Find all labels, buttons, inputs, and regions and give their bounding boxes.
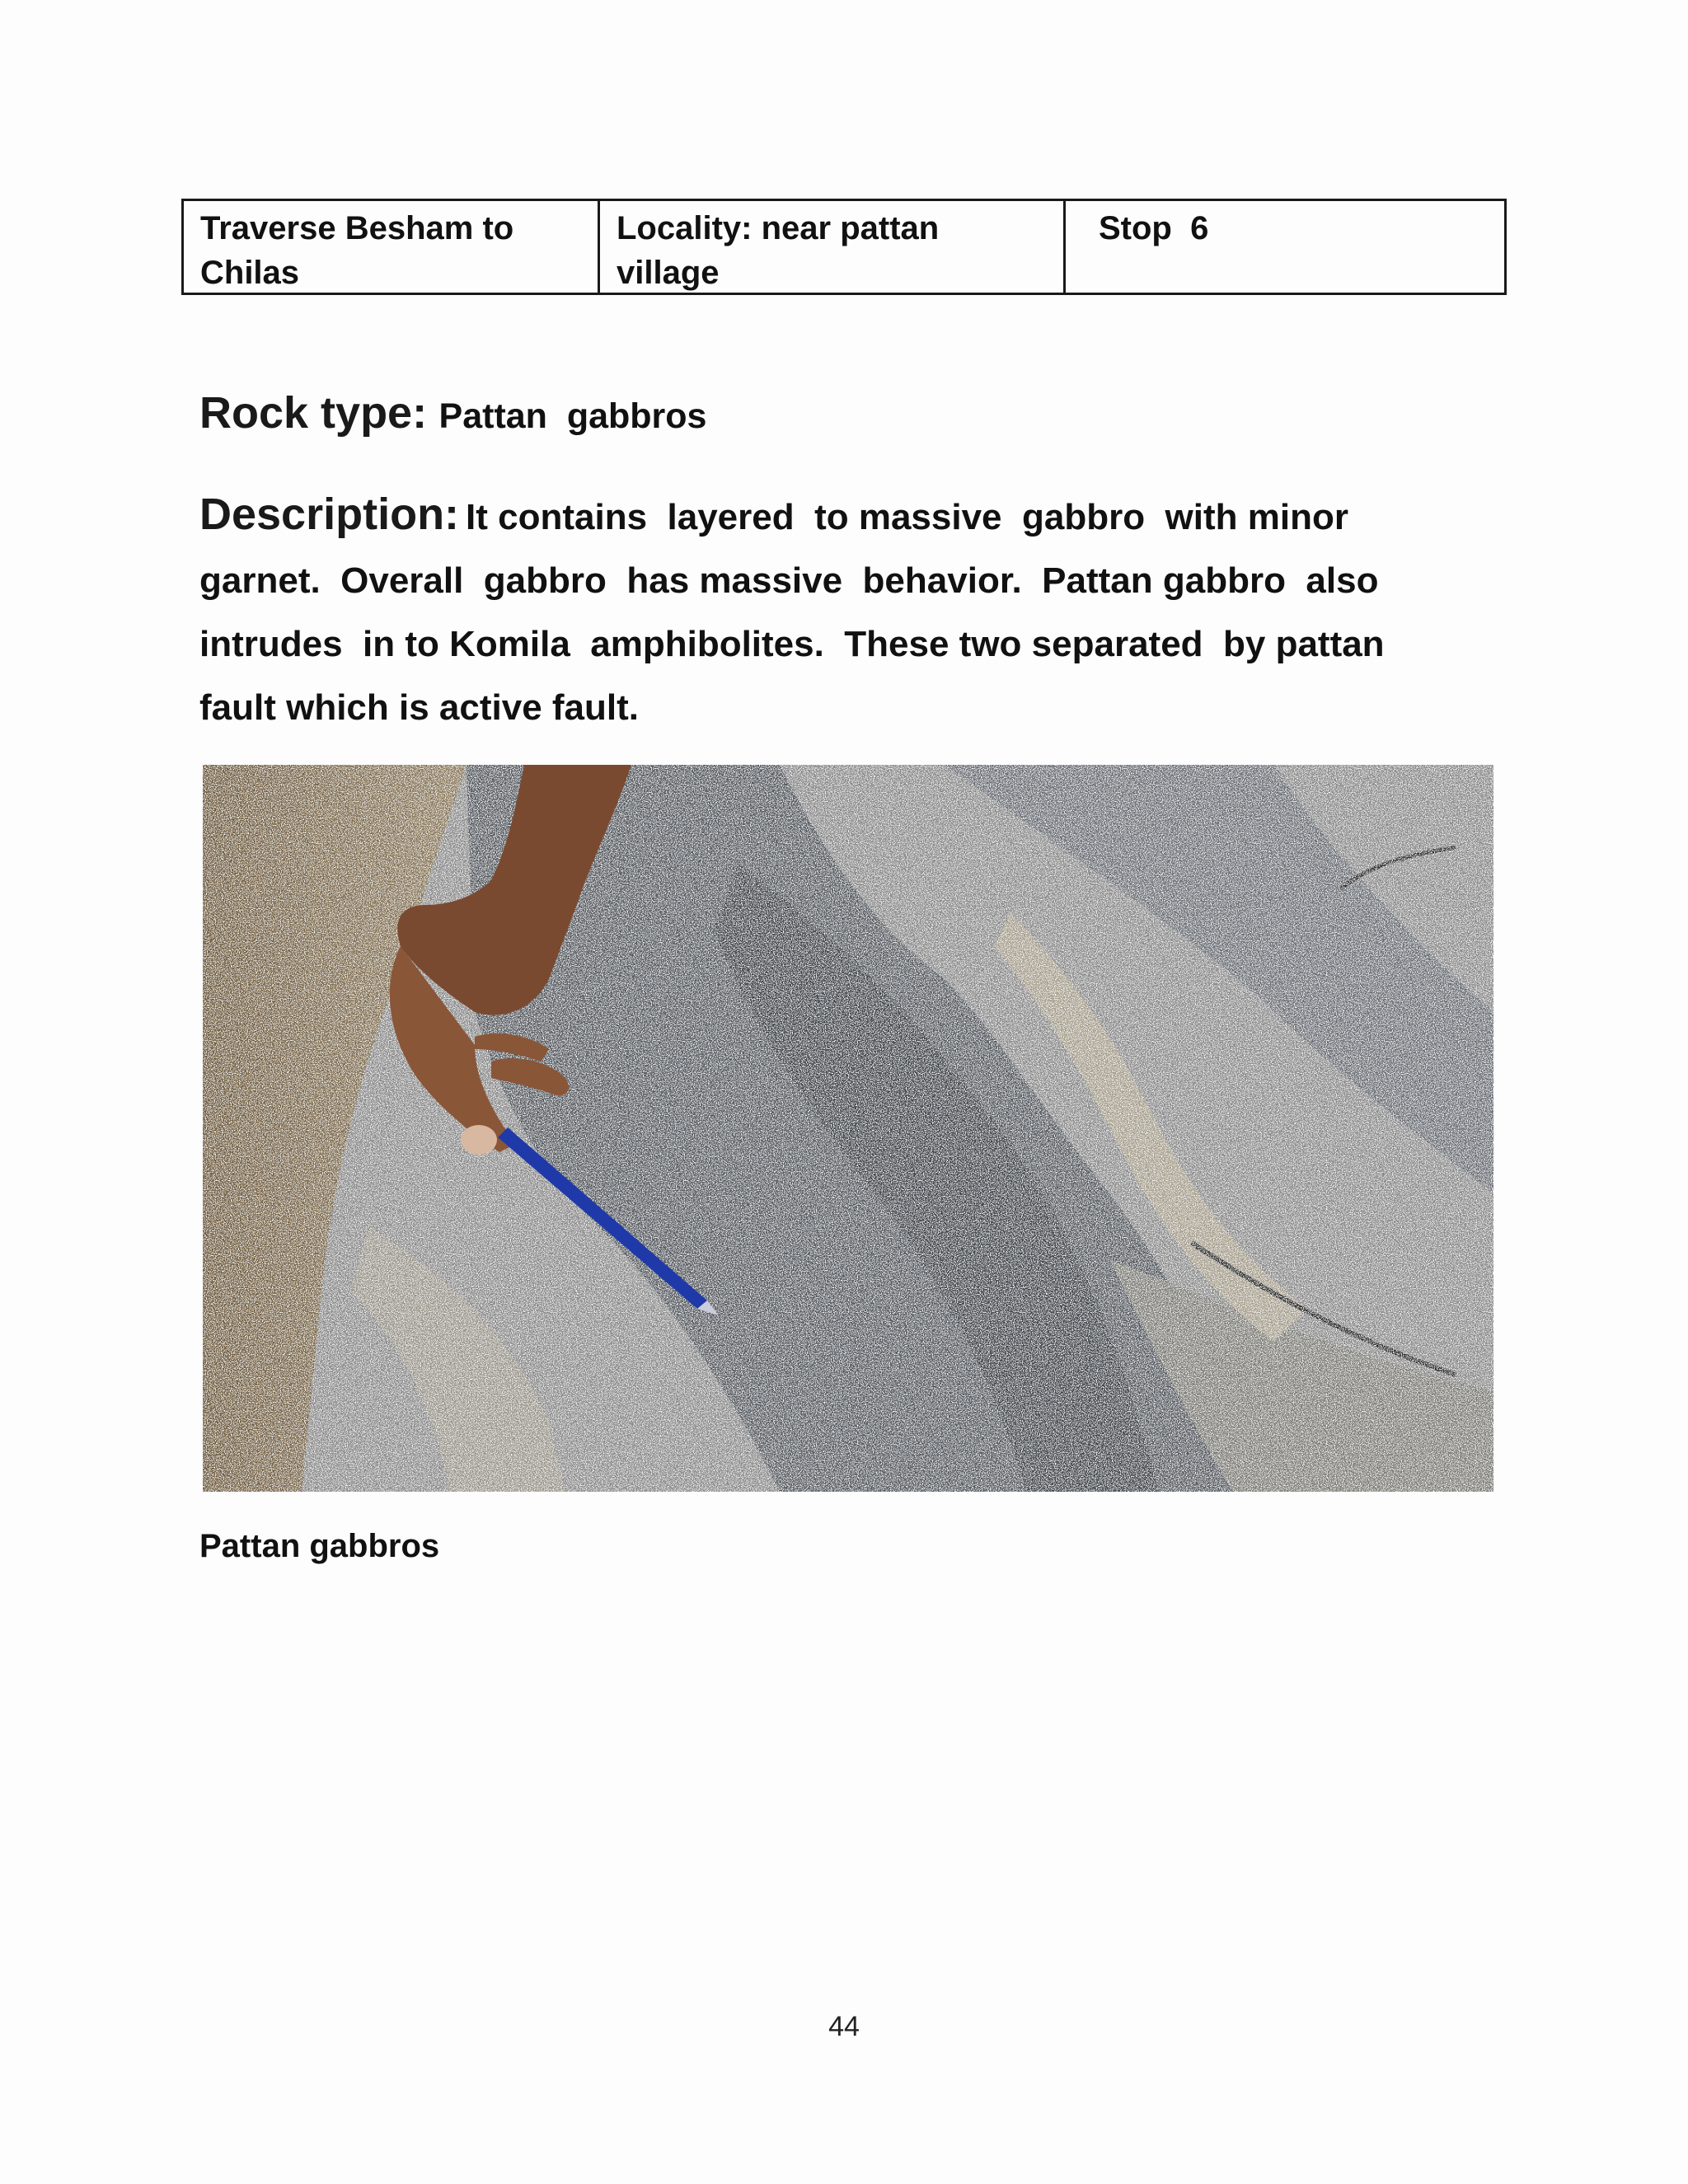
page-number: 44 — [828, 2011, 860, 2042]
description-paragraph — [199, 483, 1485, 739]
description-label: Description: — [199, 490, 460, 539]
gabbro-outcrop-image — [203, 765, 1493, 1492]
description-line-1 — [199, 483, 1485, 549]
traverse-line-1: Traverse Besham to — [200, 210, 514, 246]
description-line-2: garnet. Overall gabbro has massive behavior. Pattan gabbro also — [199, 560, 1379, 601]
outcrop-photo — [203, 765, 1493, 1492]
locality-line-2: village — [617, 255, 720, 291]
figure-caption: Pattan gabbros — [199, 1528, 440, 1564]
locality-line-1: Locality: near pattan — [617, 210, 940, 246]
rock-type-heading — [199, 387, 706, 438]
rock-type-value: Pattan gabbros — [438, 396, 707, 436]
traverse-cell — [184, 201, 600, 293]
traverse-line-2: Chilas — [200, 255, 300, 291]
rock-type-label: Rock type: — [199, 388, 428, 438]
description-line-3: intrudes in to Komila amphibolites. These two separated by pattan — [199, 624, 1385, 664]
stop-number: Stop 6 — [1099, 210, 1209, 246]
stop-header-table — [181, 199, 1507, 295]
description-line-4: fault which is active fault. — [199, 687, 640, 728]
locality-cell — [600, 201, 1066, 293]
stop-cell — [1066, 201, 1504, 293]
description-text-1: It contains layered to massive gabbro with minor — [466, 497, 1348, 537]
